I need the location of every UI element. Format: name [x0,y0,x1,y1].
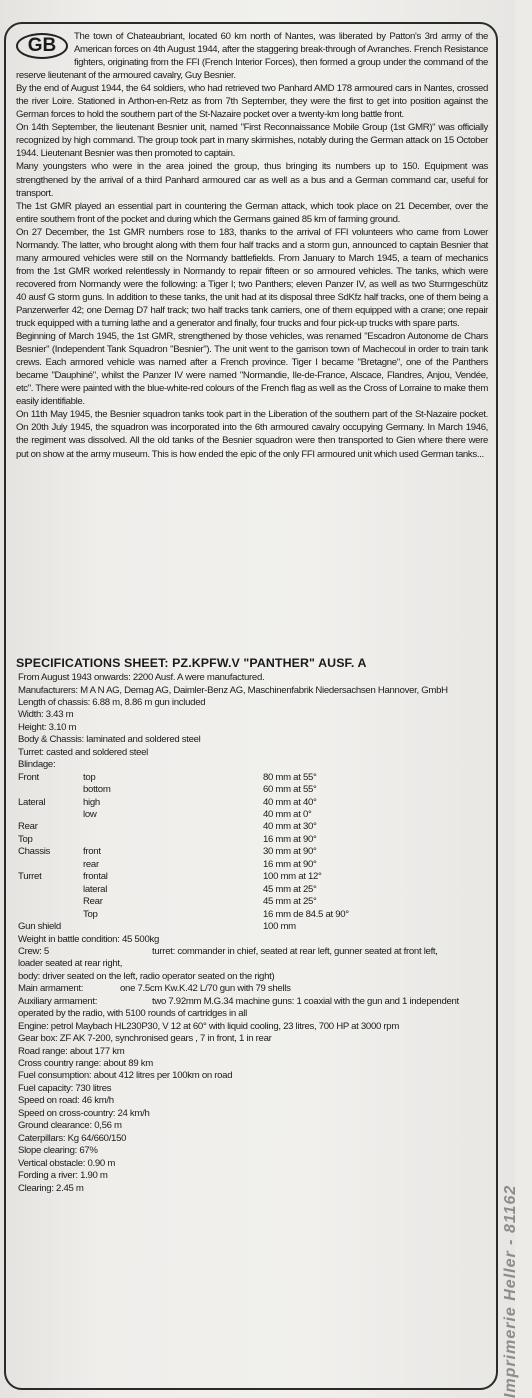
armor-value: 100 mm [263,921,296,932]
armor-value: 45 mm at 25° [263,883,317,895]
spec-line: Manufacturers: M A N AG, Demag AG, Daimler-Benz AG, Maschinenfabrik Niedersachsen Hannover, GmbH [18,684,448,696]
spec-line: Slope clearing: 67% [18,1145,98,1157]
armor-part: Rear [18,821,38,833]
spec-line: Length of chassis: 6.88 m, 8.86 m gun included [18,696,206,708]
history-text [16,30,488,461]
armor-part: Turret [18,871,42,883]
spec-line: Vertical obstacle: 0.90 m [18,1157,116,1169]
armor-sub: Rear [83,896,103,908]
armor-value: 16 mm at 90° [263,858,317,870]
aux-armament-label: Auxiliary armament: [18,995,98,1007]
armor-sub: frontal [83,871,108,883]
spec-line: Gear box: ZF AK 7-200, synchronised gears , 7 in front, 1 in rear [18,1033,272,1045]
spec-line: Height: 3.10 m [18,721,77,733]
spec-line: Turret: casted and soldered steel [18,746,148,758]
paragraph: Beginning of March 1945, the 1st GMR, strengthened by those vehicles, was renamed "Escadron Autonome de Chars Besnier" (Independent Tank Squadron "Besnier"). The unit went to the garrison town of Machecoul in order to train tank crews. Each armored vehicle was named after a French province. Tiger I became "Bretagne", one of the Panthers became "Dauphiné", whilst the Panzer IV were named "Normandie, Ile-de-France, Alscace, Flandres, Anjou, Vendée, etc". There were painted with the blue-white-red colours of the French flag as well as the Cross of Lorraine to make them easily identifiable. [16,331,488,408]
armor-value: 16 mm at 90° [263,833,317,845]
gb-badge: GB [16,33,68,59]
main-armament-text: one 7.5cm Kw.K.42 L/70 gun with 79 shells [120,983,291,995]
armor-value: 40 mm at 40° [263,796,317,808]
armor-part: Top [18,833,33,845]
spec-line: Fording a river: 1.90 m [18,1170,108,1181]
armor-value: 16 mm de 84.5 at 90° [263,908,349,920]
paragraph: On 14th September, the lieutenant Besnier unit, named "First Reconnaissance Mobile Group (1st GMR)" was officially recognized by high command. The group took part in many skirmishes, notably during the German attack on 15 October 1944. Lieutenant Besnier was then promoted to captain. [16,122,488,160]
printer-imprint: Imprimerie Heller - 81162 [502,1184,519,1398]
armor-part: Lateral [18,796,46,808]
main-armament-label: Main armament: [18,983,84,995]
spec-line: Ground clearance: 0,56 m [18,1120,122,1132]
weight-line: Weight in battle condition: 45 500kg [18,933,160,945]
crew-text: turret: commander in chief, seated at rear left, gunner seated at front left, [152,945,438,957]
armor-sub: top [83,771,96,783]
paragraph: On 27 December, the 1st GMR numbers rose to 183, thanks to the arrival of FFI volunteers who came from Lower Normandy. The latter, who brought along with them four half tracks and a storm gun, announced to captain Besnier that many armoured vehicles were still on the Normandy battlefields. From January to March 1945, a team of mechanics from the 1st GMR worked relentlessly in Normandy to repair fifteen or so armoured vehicles. The tanks, which were recovered from Normandy were the following: a Tiger I; two Panthers; eleven Panzer IV, as well as two Sturmgeschütz 40 ausf G storm guns. In addition to these tanks, the unit had at its disposal three SdKfz half tracks, one of them being a Panzerwerfer 42; one Demag D7 half track; two half tracks tank carriers, one of them equipped with a crane; one repair truck equipped with a turning lathe and a generator and finally, four trucks and four pick-up trucks with spare parts. [16,226,488,330]
armor-part: Chassis [18,846,51,858]
armor-sub: high [83,796,100,808]
paragraph: By the end of August 1944, the 64 soldiers, who had retrieved two Panhard AMD 178 armoured cars in Nantes, crossed the river Loire. Stationed in Arthon-en-Retz as from 7th September, they were the first to get into position against the German forces to hold the southern part of the St-Nazaire pocket over a twenty-km long battle front. [16,83,488,121]
armor-sub: front [83,846,101,858]
spec-line: Caterpillars: Kg 64/660/150 [18,1132,127,1144]
aux-armament-text: two 7.92mm M.G.34 machine guns: 1 coaxial with the gun and 1 independent [152,995,459,1007]
spec-line: Road range: about 177 km [18,1045,125,1057]
spec-line: Clearing: 2.45 m [18,1182,84,1194]
spec-line: Speed on road: 46 km/h [18,1095,114,1107]
paragraph: The town of Chateaubriant, located 60 km north of Nantes, was liberated by Patton's 3rd army of the American forces on 4th August 1944, after the staggering break-through of Avranches. French Resistance fighters, originating from the FFI (French Interior Forces), then formed a group under the command of the reserve lieutenant of the armoured cavalry, Guy Besnier. [16,31,488,82]
armor-value: 40 mm at 0° [263,809,312,820]
armor-sub: low [83,809,97,820]
spec-line: From August 1943 onwards: 2200 Ausf. A were manufactured. [18,672,265,683]
spec-line: Fuel capacity: 730 litres [18,1082,112,1094]
spec-line: Fuel consumption: about 412 litres per 100km on road [18,1070,233,1082]
crew-line: loader seated at rear right, [18,958,123,970]
armor-sub: bottom [83,784,111,796]
armor-value: 30 mm at 90° [263,846,317,858]
crew-label: Crew: 5 [18,945,49,957]
armor-value: 40 mm at 30° [263,821,317,833]
spec-line: Width: 3.43 m [18,709,74,721]
armor-part: Gun shield [18,921,61,932]
paragraph: The 1st GMR played an essential part in countering the German attack, which took place on 21 December, over the entire southern front of the pocket and during which the Germans gained 85 km of farming ground. [16,200,488,225]
spec-line: Engine: petrol Maybach HL230P30, V 12 at 60° with liquid cooling, 23 litres, 700 HP at 3000 rpm [18,1020,400,1032]
spec-line: Speed on cross-country: 24 km/h [18,1107,150,1119]
spec-line: Blindage: [18,759,56,771]
paragraph: Many youngsters who were in the area joined the group, thus bringing its numbers up to 150. Equipment was strengthened by the arrival of a third Panhard armoured car as well as a bus and a German command car, useful for transport. [16,161,488,199]
aux-line: operated by the radio, with 5100 rounds of cartridges in all [18,1008,247,1020]
armor-value: 100 mm at 12° [263,871,322,883]
spec-line: Body & Chassis: laminated and soldered steel [18,734,201,746]
armor-value: 60 mm at 55° [263,784,317,796]
armor-sub: lateral [83,883,108,895]
armor-sub: Top [83,908,98,920]
paragraph: On 11th May 1945, the Besnier squadron tanks took part in the Liberation of the southern part of the St-Nazaire pocket. On 20th July 1945, the squadron was incorporated into the 6th armoured cavalry occupying Germany. In March 1946, the regiment was dissolved. All the old tanks of the Besnier squadron were then transported to Gien where there were put on show at the army museum. This is how ended the epic of the only FFI armoured unit which used German tanks... [16,409,488,460]
armor-value: 45 mm at 25° [263,896,317,908]
spec-line: Cross country range: about 89 km [18,1058,153,1069]
spec-title: SPECIFICATIONS SHEET: PZ.KPFW.V "PANTHER" AUSF. A [16,656,367,670]
armor-value: 80 mm at 55° [263,771,317,783]
armor-sub: rear [83,858,99,870]
armor-part: Front [18,771,39,783]
crew-line: body: driver seated on the left, radio operator seated on the right) [18,970,275,982]
